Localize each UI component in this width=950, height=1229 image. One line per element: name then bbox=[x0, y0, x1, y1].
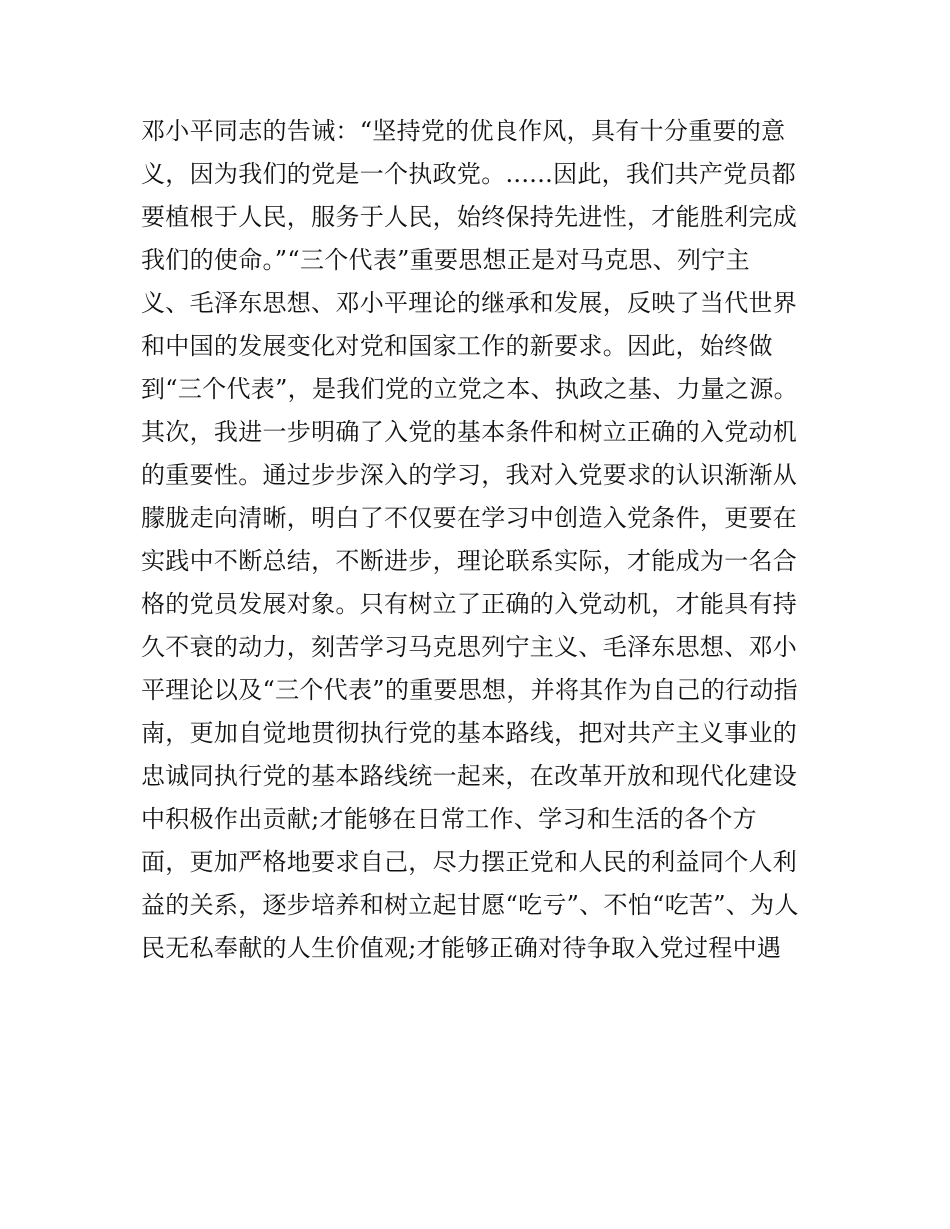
text-line: 的重要性。通过步步深入的学习，我对入党要求的认识渐渐从 bbox=[141, 461, 798, 489]
text-line: 要植根于人民，服务于人民，始终保持先进性，才能胜利完成 bbox=[141, 203, 798, 231]
text-line: 其次，我进一步明确了入党的基本条件和树立正确的入党动机 bbox=[141, 418, 798, 446]
text-line: 面，更加严格地要求自己，尽力摆正党和人民的利益同个人利 bbox=[141, 848, 798, 876]
text-line: 朦胧走向清晰，明白了不仅要在学习中创造入党条件，更要在 bbox=[141, 504, 798, 532]
text-line: 久不衰的动力，刻苦学习马克思列宁主义、毛泽东思想、邓小 bbox=[141, 633, 798, 661]
text-line: 到“三个代表”，是我们党的立党之本、执政之基、力量之源。 bbox=[141, 375, 798, 403]
text-line: 义，因为我们的党是一个执政党。......因此，我们共产党员都 bbox=[141, 160, 797, 188]
text-line: 益的关系，逐步培养和树立起甘愿“吃亏”、不怕“吃苦”、为人 bbox=[141, 891, 799, 919]
text-line: 实践中不断总结，不断进步，理论联系实际，才能成为一名合 bbox=[141, 547, 798, 575]
text-line: 和中国的发展变化对党和国家工作的新要求。因此，始终做 bbox=[141, 332, 773, 360]
text-line: 中积极作出贡献;才能够在日常工作、学习和生活的各个方 bbox=[141, 805, 757, 833]
text-line: 格的党员发展对象。只有树立了正确的入党动机，才能具有持 bbox=[141, 590, 798, 618]
text-line: 义、毛泽东思想、邓小平理论的继承和发展，反映了当代世界 bbox=[141, 289, 798, 317]
text-line: 邓小平同志的告诫：“坚持党的优良作风，具有十分重要的意 bbox=[141, 117, 786, 145]
text-line: 我们的使命。”“三个代表”重要思想正是对马克思、列宁主 bbox=[141, 246, 750, 274]
body-text bbox=[141, 110, 821, 970]
text-line: 民无私奉献的人生价值观;才能够正确对待争取入党过程中遇 bbox=[141, 934, 782, 962]
text-line: 南，更加自觉地贯彻执行党的基本路线，把对共产主义事业的 bbox=[141, 719, 798, 747]
text-line: 平理论以及“三个代表”的重要思想，并将其作为自己的行动指 bbox=[141, 676, 798, 704]
text-line: 忠诚同执行党的基本路线统一起来，在改革开放和现代化建设 bbox=[141, 762, 798, 790]
